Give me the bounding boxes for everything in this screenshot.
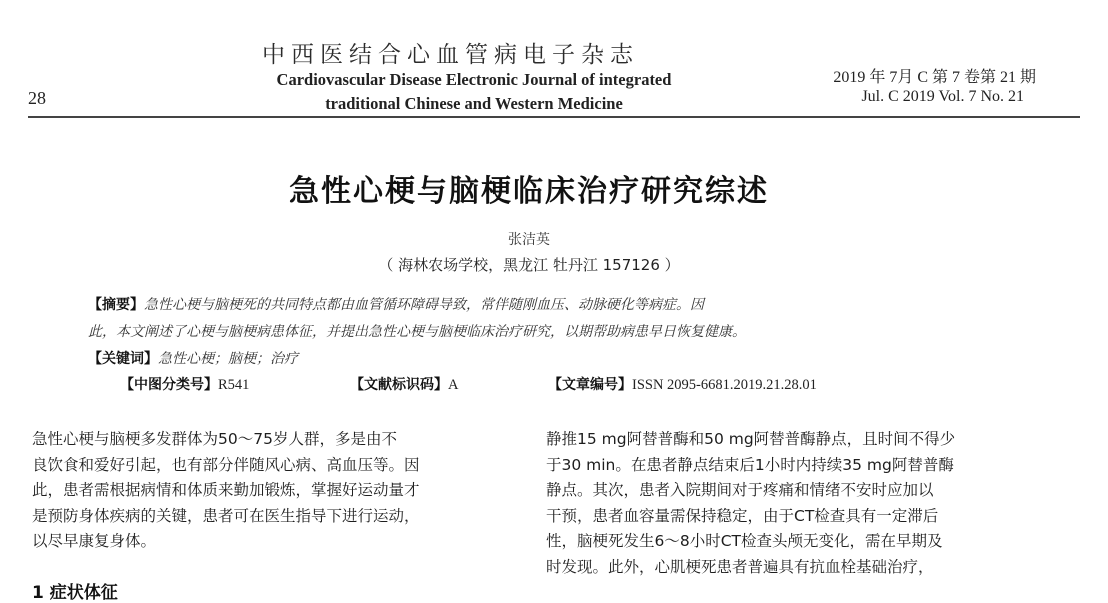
doc-code-field: [350, 374, 458, 394]
abstract-text-1: 急性心梗与脑梗死的共同特点都由血管循环障碍导致，常伴随刚血压、动脉硬化等病症。因: [144, 297, 704, 313]
body-left-line: 良饮食和爱好引起，也有部分伴随风心病、高血压等。因: [32, 455, 420, 474]
classification-field: [120, 374, 249, 394]
abstract-line-1: [88, 292, 988, 319]
journal-title-en-line1: Cardiovascular Disease Electronic Journal of integrated: [276, 70, 672, 89]
keywords-label: 【关键词】: [88, 351, 158, 367]
article-title: 急性心梗与脑梗临床治疗研究综述: [289, 174, 769, 209]
classification-label: 【中图分类号】: [120, 377, 218, 393]
author-name: 张洁英: [508, 232, 550, 248]
body-column-right: [546, 427, 1066, 581]
journal-title-en-line2: traditional Chinese and Western Medicine: [325, 94, 623, 113]
body-right-line: 于30 min。在患者静点结束后1小时内持续35 mg阿替普酶: [546, 455, 954, 474]
page-number: 28: [28, 88, 46, 108]
body-right-line: 干预，患者血容量需保持稳定，由于CT检查具有一定滞后: [546, 506, 939, 525]
header-divider: [28, 116, 1080, 118]
abstract-block: [88, 292, 988, 373]
doc-code-label: 【文献标识码】: [350, 377, 448, 393]
article-number-field: [548, 374, 817, 394]
body-right-line: 静点。其次，患者入院期间对于疼痛和情绪不安时应加以: [546, 481, 934, 500]
body-right-line: 时发现。此外，心肌梗死患者普遍具有抗血栓基础治疗，: [546, 557, 934, 576]
abstract-line-2: [88, 319, 988, 346]
journal-title-en: [234, 68, 714, 116]
keywords-line: [88, 346, 988, 373]
issue-info-cn: 2019 年 7月 C 第 7 卷第 21 期: [833, 69, 1036, 86]
body-left-line: 急性心梗与脑梗多发群体为50～75岁人群，多是由不: [32, 430, 397, 448]
keywords-value: 急性心梗；脑梗；治疗: [158, 351, 298, 367]
body-left-line: 是预防身体疾病的关键，患者可在医生指导下进行运动，: [32, 506, 420, 525]
body-column-left: [32, 427, 532, 555]
body-right-line: 性，脑梗死发生6～8小时CT检查头颅无变化，需在早期及: [546, 532, 943, 551]
article-number-value: ISSN 2095-6681.2019.21.28.01: [632, 377, 817, 393]
doc-code-value: A: [448, 377, 459, 393]
author-affiliation: （ 海林农场学校，黑龙江 牡丹江 157126 ）: [378, 256, 680, 274]
article-number-label: 【文章编号】: [548, 377, 632, 393]
section-heading: 1 症状体征: [32, 583, 118, 603]
classification-value: R541: [218, 377, 250, 393]
abstract-label: 【摘要】: [88, 297, 144, 313]
body-left-line: 此，患者需根据病情和体质来勤加锻炼，掌握好运动量才: [32, 481, 420, 500]
body-left-line: 以尽早康复身体。: [32, 532, 157, 551]
issue-info-en: Jul. C 2019 Vol. 7 No. 21: [861, 88, 1024, 105]
journal-title-cn: 中西医结合心血管病电子杂志: [262, 42, 639, 68]
body-right-line: 静推15 mg阿替普酶和50 mg阿替普酶静点，且时间不得少: [546, 430, 956, 448]
abstract-text-2: 此，本文阐述了心梗与脑梗病患体征，并提出急性心梗与脑梗临床治疗研究，以期帮助病患早日恢复健康。: [88, 324, 746, 340]
